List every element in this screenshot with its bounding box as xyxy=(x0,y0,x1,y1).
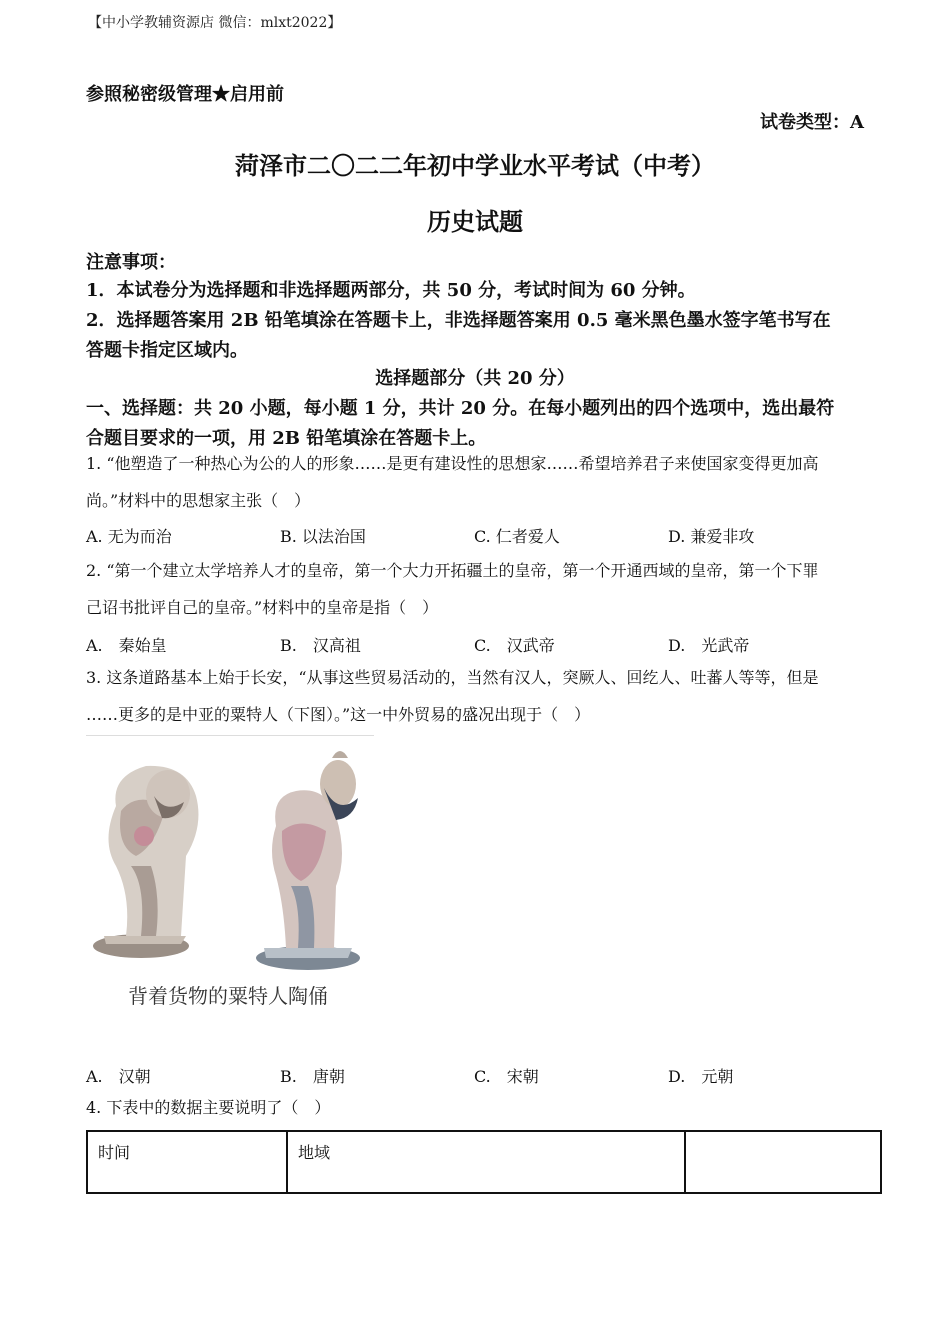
figurines-illustration xyxy=(86,736,374,976)
option-d[interactable]: D. 元朝 xyxy=(668,1067,734,1086)
paper-type: 试卷类型：A xyxy=(760,112,864,133)
note-line: 1．本试卷分为选择题和非选择题两部分，共 50 分，考试时间为 60 分钟。 xyxy=(86,280,696,301)
question-2 xyxy=(86,552,866,626)
option-a[interactable]: A. 无为而治 xyxy=(86,527,172,546)
option-c[interactable]: C. 宋朝 xyxy=(474,1067,539,1086)
option-c[interactable]: C. 汉武帝 xyxy=(474,636,555,655)
table-row xyxy=(87,1131,881,1193)
question-line: 1. “他塑造了一种热心为公的人的形象……是更有建设性的思想家……希望培养君子来使国家变得更加高 xyxy=(86,454,819,473)
option-b[interactable]: B. 汉高祖 xyxy=(280,636,361,655)
notes-heading: 注意事项： xyxy=(86,252,176,273)
question-line: 己诏书批评自己的皇帝。”材料中的皇帝是指（ ） xyxy=(86,598,439,617)
option-a[interactable]: A. 汉朝 xyxy=(86,1067,151,1086)
question-1 xyxy=(86,445,866,519)
section-instruction: 合题目要求的一项，用 2B 铅笔填涂在答题卡上。 xyxy=(86,428,487,449)
question-line: 3. 这条道路基本上始于长安，“从事这些贸易活动的，当然有汉人，突厥人、回纥人、吐蕃人等等，但是 xyxy=(86,668,819,687)
data-table xyxy=(86,1130,882,1194)
question-line: ……更多的是中亚的粟特人（下图）。”这一中外贸易的盛况出现于（ ） xyxy=(86,705,591,724)
question-line: 尚。”材料中的思想家主张（ ） xyxy=(86,491,311,510)
question-3 xyxy=(86,659,866,733)
option-c[interactable]: C. 仁者爱人 xyxy=(474,527,560,546)
option-b[interactable]: B. 以法治国 xyxy=(280,527,366,546)
exam-subtitle: 历史试题 xyxy=(427,207,523,236)
note-line: 答题卡指定区域内。 xyxy=(86,340,248,361)
note-line: 2．选择题答案用 2B 铅笔填涂在答题卡上，非选择题答案用 0.5 毫米黑色墨水签字笔书写在 xyxy=(86,310,831,331)
question-4 xyxy=(86,1089,866,1126)
exam-title: 菏泽市二〇二二年初中学业水平考试（中考） xyxy=(235,151,715,180)
table-header-cell: 地域 xyxy=(287,1131,685,1193)
section-instruction: 一、选择题：共 20 小题，每小题 1 分，共计 20 分。在每小题列出的四个选项中，选出最符 xyxy=(86,398,835,419)
header-note: 【中小学教辅资源店 微信：mlxt2022】 xyxy=(88,15,342,31)
section-title: 选择题部分（共 20 分） xyxy=(375,368,575,389)
option-d[interactable]: D. 兼爱非攻 xyxy=(668,527,755,546)
table-header-cell xyxy=(685,1131,881,1193)
right-figurine xyxy=(256,751,360,970)
table-header-cell: 时间 xyxy=(87,1131,287,1193)
option-b[interactable]: B. 唐朝 xyxy=(280,1067,345,1086)
question-line: 4. 下表中的数据主要说明了（ ） xyxy=(86,1098,331,1117)
question-line: 2. “第一个建立太学培养人才的皇帝，第一个大力开拓疆土的皇帝，第一个开通西域的皇帝，第一个下罪 xyxy=(86,561,819,580)
left-figurine xyxy=(93,766,198,958)
secret-mark: 参照秘密级管理★启用前 xyxy=(86,84,284,105)
option-d[interactable]: D. 光武帝 xyxy=(668,636,750,655)
figure-caption: 背着货物的粟特人陶俑 xyxy=(128,984,328,1008)
sogdian-figurines-image xyxy=(86,735,374,1016)
option-a[interactable]: A. 秦始皇 xyxy=(86,636,167,655)
